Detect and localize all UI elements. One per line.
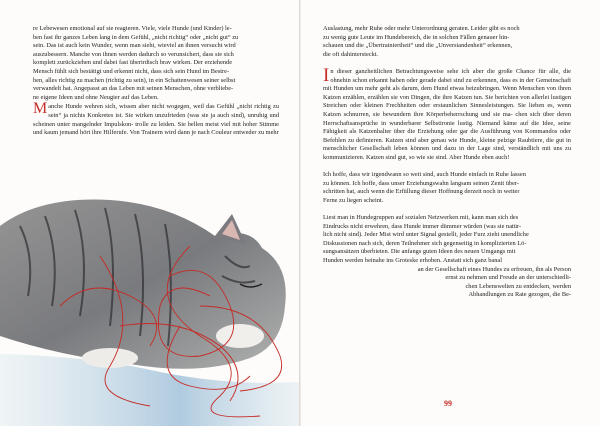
text-line: sind aber genau wie Hunde, kleine pelzige Raubtiere, die gut in menschlicher	[323, 136, 571, 153]
text-line: zu können. Ich hoffe, dass unser Erziehungswahn langsam seinen Zenit über-	[323, 179, 519, 187]
drop-cap-i: I	[323, 64, 330, 86]
text-line: anche Hunde wehren sich, wissen aber nicht wogegen, weil das Gefühl	[48, 103, 237, 111]
text-line: ben, alles richtig zu machen (richtig zu sein), in ein Schattenwesen seiner selbst	[33, 76, 236, 84]
right-paragraph-1	[323, 25, 571, 59]
text-line: wenn Katzen schnurren, sie bewundern ihre Körperbeherrschung und sie ma-	[323, 102, 571, 118]
text-line: ihre Hilferufe. Von Trainern wird dann je nach Couleur entweder zu mehr	[91, 129, 279, 137]
text-line: Diskussionen nach sich, deren Teilnehmer sich gegenseitig in komplizierten Lö-	[323, 239, 527, 247]
text-line: alle, die ohnehin schon erkannt haben oder gerade dabei sind zu erkennen,	[330, 67, 571, 84]
text-line: auszubessern. Manche von ihnen werden dadurch so verunsichert, dass sie sich	[33, 50, 234, 58]
left-paragraph-1	[33, 25, 279, 102]
text-line: Abhandlungen zu Rate gezogen, die Be-	[468, 291, 571, 299]
text-line: an der Gesellschaft eines Hundes zu erfreuen, ihn als Person	[417, 265, 571, 273]
text-line: „nicht richtig zu sein“ ja nichts Konkretes ist. Sie wirken unzufrieden	[48, 103, 279, 119]
drop-cap-m: M	[33, 100, 48, 118]
text-line: oder kleinen Frechheiten oder erstaunlichen Sinnesleistungen. Sie lieben es,	[349, 102, 558, 110]
text-line: schauen und die „Übertrainiertheit“ und die „Unverstandenheit“ erkennen,	[323, 42, 513, 50]
text-line: chen sich über deren Herrschaftsansprüche in wunderbarer Selbstironie lustig.	[323, 110, 571, 127]
text-line: die oft dahintersteckt.	[323, 50, 379, 58]
text-line: n dieser ganzheitlichen Betrachtungsweise sehe ich aber die große Chance für	[330, 67, 550, 75]
text-line: chen Lebenswelten zu entdecken, werden	[465, 282, 571, 290]
text-line: Niemand käme auf die Idee, seine Fähigkeit als Katzenhalter über die Erziehung	[323, 119, 571, 136]
text-line: re Lebewesen emotional auf sie reagieren. Viele, viele Hunde (und Kinder) le-	[33, 25, 232, 32]
text-line: Hunden werden beinahe ins Groteske erhoben. Anstatt sich ganz banal	[323, 257, 502, 265]
text-line: dass es in der Gemeinschaft mit Hunden um mehr geht als darum, dem Hund	[323, 76, 571, 93]
text-line: trolle zu leiden. Sie bellen meist viel mit hoher Stimme und kaum jemand hört	[33, 120, 279, 137]
text-line: Mensch fühlt sich bestätigt und erkennt nicht, dass sich sein Hund im Bestre-	[33, 67, 230, 75]
text-line: oder gar die Ausführung von Kommandos oder Befehlen zu definieren. Katzen	[323, 128, 571, 144]
right-paragraph-2	[323, 64, 572, 163]
left-paragraph-2	[33, 100, 279, 137]
text-line: Ferne zu liegen scheint.	[323, 196, 384, 204]
text-line: Gesellschaft leben können und dazu in der Lage sind, verständlich mit uns zu	[359, 145, 571, 153]
text-line: sein. Das ist auch kein Wunder, wenn man sieht, wieviel an ihnen versucht wird	[33, 42, 236, 50]
text-line: ne eigene Ideen und ohne Neugier auf das Leben.	[33, 93, 159, 101]
text-line: etwas beizubringen. Wenn Menschen von ihren Katzen erzählen, erzählen sie	[323, 85, 571, 101]
right-text-column	[323, 25, 571, 300]
text-line: zu wenig gute Leute im Hundebereich, die in solchen Fällen genauer hin-	[323, 33, 510, 41]
right-page	[301, 0, 600, 426]
text-line: kommunizieren. Katzen sind gut, so wie sie sind. Aber Hunde eben auch!	[323, 153, 510, 161]
text-line: Auslastung, mehr Ruhe oder mehr Unterordnung geraten. Leider gibt es noch	[323, 25, 520, 32]
text-line: ben fast ihr ganzes Leben lang in dem Gefühl, „nicht richtig“ oder „nicht gut“ zu	[33, 33, 239, 41]
text-line: ernst zu nehmen und Freude an der unterschiedli-	[445, 274, 571, 282]
text-line: lich nicht sind). Jeder Mist wird unter Signal gestellt, jeder Furz zieht unendliche	[323, 231, 529, 239]
right-paragraph-4	[323, 214, 571, 266]
text-line: Ich hoffe, dass wir irgendwann so weit sind, auch Hunde einfach in Ruhe lassen	[323, 171, 526, 179]
text-line: Liest man in Hundegruppen auf sozialen Netzwerken mit, kann man sich des	[323, 214, 519, 222]
right-paragraph-3	[323, 171, 571, 205]
right-paragraph-4-wrapped-lines	[323, 266, 571, 300]
text-line: verwandelt hat. Angepasst an das Leben mit seinen Menschen, ohne verbliebe-	[33, 85, 234, 93]
text-line: von Dingen, die ihre Katzen tun. Sie berichten von allerlei lustigen Streichen	[323, 93, 572, 110]
text-line: (was sie ja auch sind), unruhig und scheinen unter mangelnder Impulskon-	[33, 111, 279, 128]
left-text-column	[33, 25, 279, 138]
left-page	[0, 0, 299, 426]
text-line: schritten hat, auch wenn die Erfüllung dieser Hoffnung derzeit noch in weiter	[323, 188, 520, 196]
text-line: Eindrucks nicht erwehren, dass Hunde immer dümmer würden (was sie natür-	[323, 222, 522, 230]
text-line: komplett zurückziehen und dabei fast überirdisch brav wirken. Der erziehende	[33, 59, 233, 67]
text-line: sungsansätzen überbieten. Die anfangs guten Ideen des neuen Umgangs mit	[323, 248, 516, 256]
page-number: 99	[444, 399, 452, 408]
cat-with-yarn-illustration	[0, 186, 300, 426]
